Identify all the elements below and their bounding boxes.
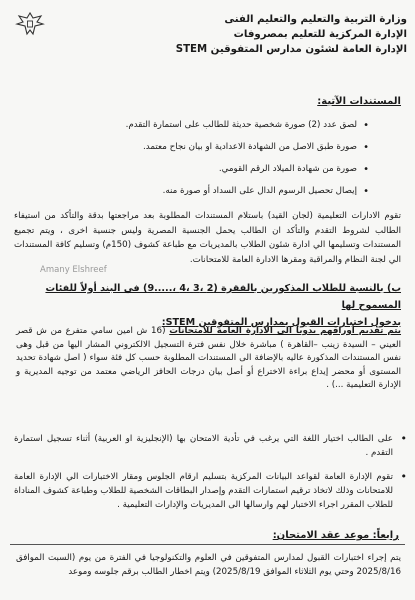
general-administration: الإدارة العامة لشئون مدارس المتفوقين STEM <box>175 44 407 55</box>
submission-paragraph <box>16 325 401 393</box>
list-item: • صورة من شهادة الميلاد الرقم القومي. <box>30 163 369 176</box>
documents-paragraph: تقوم الادارات التعليمية (لجان القيد) باستلام المستندات المطلوبة بعد مراجعتها بدقة والتأكد من استيفاء الطالب لشروط التقدم والتأكد ان الطالب يحمل الجنسية المصرية وليس جنسية اخرى ، ويتم تجميع المستندات وتسليمها الي ادارة شئون الطلاب بالمديريات مع طباعة كشوف (150م) وتسليم كافة المستندات الي لجنة النظام والمراقبة ومقرها الادارة العامة للامتحانات. <box>14 211 401 265</box>
author-watermark: Amany Elshreef <box>40 265 107 275</box>
bullet-icon: • <box>400 470 407 483</box>
letterhead <box>6 8 407 80</box>
documents-title: المستندات الآتية: <box>317 96 401 107</box>
bullet-icon: • <box>400 432 407 445</box>
seat-numbers-bullet <box>14 470 407 512</box>
list-item: • صورة طبق الاصل من الشهادة الاعدادية او بيان نجاح معتمد. <box>30 141 369 154</box>
central-administration: الإدارة المركزية للتعليم بمصروفات <box>233 29 407 40</box>
exam-date-title: رابعاً: موعد عقد الامتحان: <box>272 530 399 541</box>
language-bullet <box>14 432 407 460</box>
divider <box>10 544 405 545</box>
submission-lead: يتم تقديم أوراقهم يدوياً الى الادارة العامة للامتحانات <box>169 326 402 336</box>
ministry-logo <box>8 10 52 50</box>
submission-text: (16 ش امين سامي متفرع من ش قصر العيني – السيدة زينب –القاهرة ) مباشرة خلال نفس فترة التسجيل الالكتروني المشار اليها من قبل وهى نفس المستندات المذكورة عاليه بالإضافة الى المستندات المطلوبة حسب كل فئة سواء ( اصل شهادة تحديد المستوى أو محضر إيداع براءة الاختراع أو أصل بيان درجات الحافز الرياضي معتمد من توجيه المديرية و الإدارة التعليمية ...) . <box>16 326 401 391</box>
section-b-line2: بدخول اختبارات القبول بمدارس المتفوقين STEM: <box>161 317 401 328</box>
eagle-emblem-icon <box>13 10 47 38</box>
ministry-name: وزارة التربية والتعليم والتعليم الفنى <box>224 14 407 25</box>
list-item: تقوم الإدارة العامة لقواعد البيانات المركزية بتسليم ارقام الجلوس ومقار الاختبارات الي الإدارة العامة للامتحانات وذلك لاتخاذ ترقيم استمارات التقدم وإصدار البطاقات الشخصية للطلاب وطباعة كشوف المناداة للطلاب المقرر اجراء الاختبار لهم وارسالها الى المديريات والإدارات التعليمية . <box>14 472 393 510</box>
list-item: على الطالب اختيار اللغة التي يرغب في تأدية الامتحان بها (الإنجليزية او العربية) أثناء تسجيل استمارة التقدم . <box>14 434 393 458</box>
letterhead-text <box>176 12 407 57</box>
documents-list <box>30 119 369 198</box>
list-item: • إيصال تحصيل الرسوم الدال على السداد أو صورة منه. <box>30 185 369 198</box>
section-b-heading <box>14 280 401 331</box>
exam-date-paragraph: يتم إجراء اختبارات القبول لمدارس المتفوقين في العلوم والتكنولوجيا في الفترة من يوم (السبت الموافق 2025/8/16 وحتي يوم الثلاثاء الموافق 2025/8/19) ويتم اخطار الطالب برقم جلوسه وموعد <box>16 553 401 577</box>
section-b-line1: ب) بالنسبة للطلاب المذكورين بالفقرة (2 ،3 ،4 ،.....9) في البند أولاً للفئات المسموح لها <box>45 283 401 311</box>
list-item: • لصق عدد (2) صورة شخصية حديثة للطالب على استمارة التقدم. <box>30 119 369 132</box>
